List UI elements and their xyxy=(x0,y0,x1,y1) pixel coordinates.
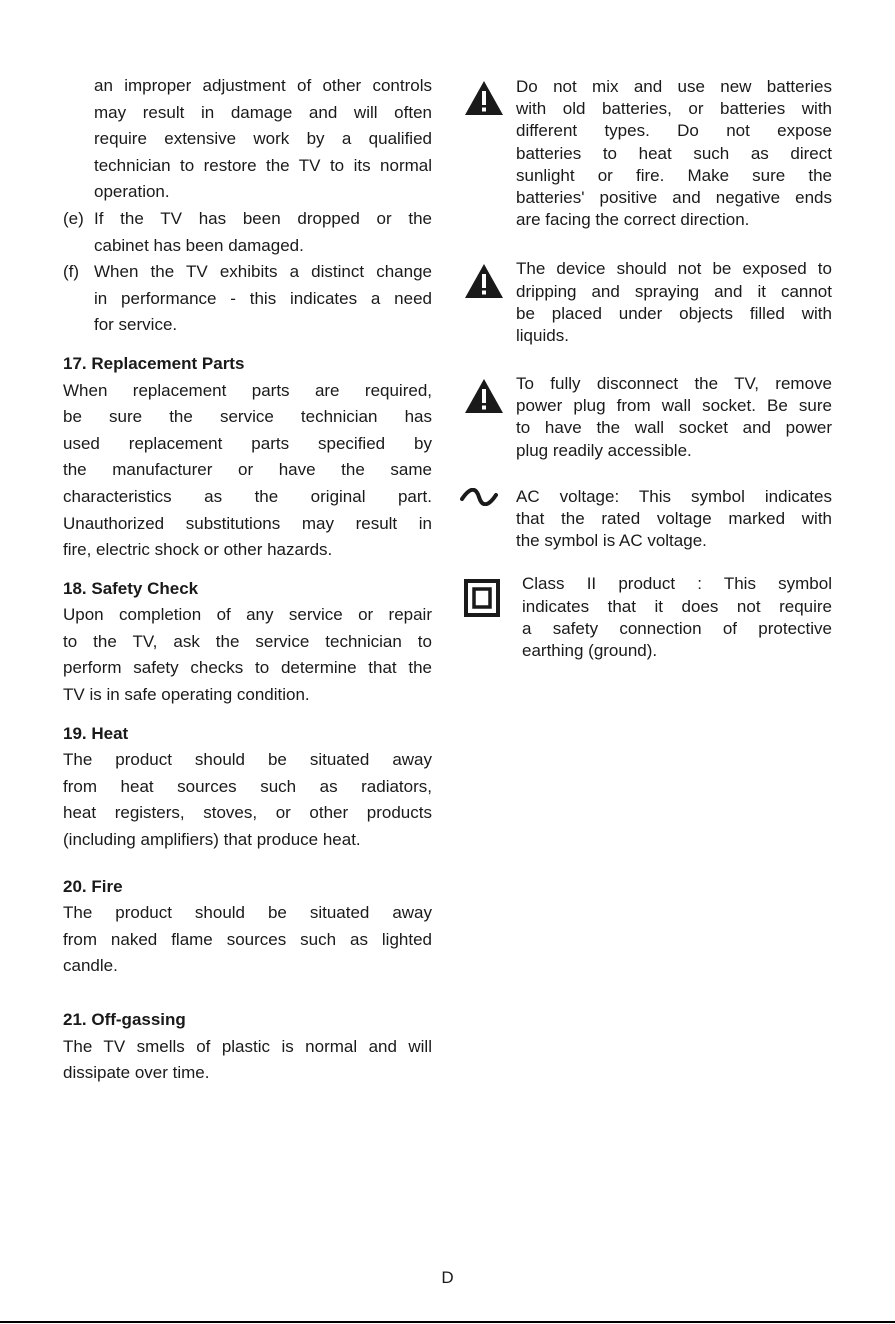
text-line: Do not mix and use new batteries xyxy=(516,77,832,96)
warning-triangle-icon xyxy=(464,378,504,419)
section-heading: 18. Safety Check xyxy=(63,578,199,598)
text-line: Upon completion of any service or repair xyxy=(63,605,432,625)
text-line: an improper adjustment of other controls xyxy=(94,76,432,95)
warning-dripping xyxy=(460,258,832,347)
text-line: from naked flame sources such as lighted xyxy=(63,929,432,949)
text-line: heat registers, stoves, or other products xyxy=(63,803,432,823)
text-line: to have the wall socket and power xyxy=(516,418,832,438)
text-line: To fully disconnect the TV, remove xyxy=(516,374,832,394)
section-heading: 20. Fire xyxy=(63,876,123,896)
text-line: in performance - this indicates a need xyxy=(94,288,432,308)
text-line: be sure the service technician has xyxy=(63,407,432,427)
section-fire xyxy=(63,874,432,980)
warning-triangle-icon xyxy=(464,80,504,121)
text-line: different types. Do not expose xyxy=(516,121,832,141)
text-line: batteries' positive and negative ends xyxy=(516,187,832,207)
item-label: (f) xyxy=(63,262,80,282)
text-line: TV is in safe operating condition. xyxy=(63,685,310,705)
section-heading: 17. Replacement Parts xyxy=(63,353,245,373)
section-heading: 19. Heat xyxy=(63,723,129,743)
text-line: that the rated voltage marked with xyxy=(516,509,832,528)
text-line: The product should be situated away xyxy=(63,750,432,770)
section-heat xyxy=(63,721,432,854)
section-off-gassing xyxy=(63,1007,432,1087)
text-line: may result in damage and will often xyxy=(94,102,432,122)
text-line: plug readily accessible. xyxy=(516,440,692,460)
text-line: earthing (ground). xyxy=(522,640,658,660)
warning-batteries xyxy=(460,76,832,231)
text-line: dissipate over time. xyxy=(63,1063,210,1083)
text-line: the manufacturer or have the same xyxy=(63,460,432,480)
text-line: cabinet has been damaged. xyxy=(94,235,304,255)
text-line: sunlight or fire. Make sure the xyxy=(516,165,832,185)
text-line: AC voltage: This symbol indicates xyxy=(516,486,832,506)
section-safety-check xyxy=(63,576,432,709)
text-line: power plug from wall socket. Be sure xyxy=(516,396,832,416)
text-line: with old batteries, or batteries with xyxy=(516,99,832,119)
text-line: characteristics as the original part. xyxy=(63,486,432,506)
list-item-f xyxy=(63,259,432,339)
text-line: be placed under objects filled with xyxy=(516,303,832,323)
text-line: perform safety checks to determine that the xyxy=(63,658,432,678)
ac-voltage-note xyxy=(460,486,832,553)
class-ii-note xyxy=(460,573,832,662)
text-line: require extensive work by a qualified xyxy=(94,129,432,149)
right-column xyxy=(460,76,832,662)
text-line: used replacement parts specified by xyxy=(63,433,432,453)
warning-triangle-icon xyxy=(464,263,504,304)
class-ii-icon xyxy=(464,579,500,622)
list-item-e xyxy=(63,206,432,259)
text-line: batteries to heat such as direct xyxy=(516,143,832,163)
text-line: technician to restore the TV to its normal xyxy=(94,155,432,175)
ac-wave-icon xyxy=(460,488,498,511)
text-line: The product should be situated away xyxy=(63,903,432,923)
text-line: When replacement parts are required, xyxy=(63,380,432,400)
text-line: operation. xyxy=(94,182,170,202)
text-line: from heat sources such as radiators, xyxy=(63,776,432,796)
text-line: to the TV, ask the service technician to xyxy=(63,631,432,651)
section-heading: 21. Off-gassing xyxy=(63,1010,186,1029)
text-line: candle. xyxy=(63,956,118,976)
page-number: D xyxy=(441,1268,454,1287)
warning-disconnect xyxy=(460,373,832,462)
text-line: are facing the correct direction. xyxy=(516,210,750,230)
section-replacement-parts xyxy=(63,351,432,564)
text-line: Unauthorized substitutions may result in xyxy=(63,513,432,533)
item-label: (e) xyxy=(63,208,84,228)
text-line: (including amplifiers) that produce heat. xyxy=(63,830,361,850)
text-line: If the TV has been dropped or the xyxy=(94,208,432,228)
text-line: fire, electric shock or other hazards. xyxy=(63,540,333,560)
text-line: indicates that it does not require xyxy=(522,596,832,616)
text-line: liquids. xyxy=(516,325,569,345)
text-line: the symbol is AC voltage. xyxy=(516,531,707,551)
bottom-rule xyxy=(0,1321,895,1323)
continued-paragraph xyxy=(94,73,432,206)
left-column xyxy=(63,73,432,1087)
text-line: The TV smells of plastic is normal and will xyxy=(63,1036,432,1056)
text-line: dripping and spraying and it cannot xyxy=(516,281,832,301)
text-line: a safety connection of protective xyxy=(522,618,832,638)
text-line: When the TV exhibits a distinct change xyxy=(94,262,432,282)
text-line: The device should not be exposed to xyxy=(516,259,832,279)
text-line: Class II product : This symbol xyxy=(522,574,832,594)
text-line: for service. xyxy=(94,315,178,335)
